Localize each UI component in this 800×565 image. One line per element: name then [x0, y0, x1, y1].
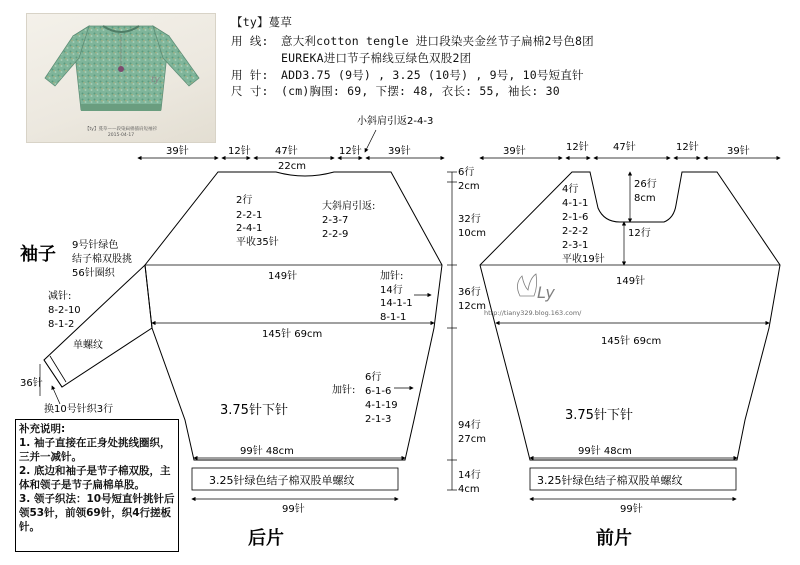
front-top-center: 47针 — [613, 142, 636, 153]
size-values: (cm)胸围: 69, 下摆: 48, 衣长: 55, 袖长: 30 — [281, 84, 560, 98]
front-top-seg1: 12针 — [566, 142, 589, 153]
back-hem-width: 99针 48cm — [240, 446, 294, 457]
back-bottom-width: 99针 — [282, 504, 305, 515]
dim-armhole-cm: 12cm — [458, 301, 486, 312]
front-bottom-width: 99针 — [620, 504, 643, 515]
back-increase-0: 14行 — [380, 285, 403, 296]
back-top-left: 39针 — [166, 146, 189, 157]
back-side-2: 4-1-19 — [365, 400, 398, 411]
front-neck-bottom-rows: 12行 — [628, 228, 651, 239]
front-hem-width: 99针 48cm — [578, 446, 632, 457]
front-neck-rows-3: 2-2-2 — [562, 226, 589, 237]
dim-yoke-cm: 10cm — [458, 228, 486, 239]
back-side-increase-title: 加针: — [332, 385, 356, 396]
front-waist: 145针 69cm — [601, 336, 662, 347]
back-side-1: 6-1-6 — [365, 386, 392, 397]
front-top-right: 39针 — [727, 146, 750, 157]
front-neck-rows-4: 2-3-1 — [562, 240, 589, 251]
notes-item-1: 1. 袖子直接在正身处挑线圈织，三并一减针。 — [19, 437, 171, 463]
back-neck-rows-2: 2-4-1 — [236, 223, 263, 234]
back-neck-cm: 22cm — [278, 161, 306, 172]
back-top-seg2: 12针 — [339, 146, 362, 157]
front-chest-stitches: 149针 — [616, 276, 646, 287]
back-small-shoulder: 小斜肩引返2-4-3 — [357, 116, 434, 127]
photo-caption: 【ty】蔓草——段染扁棉插肩短袖衫 2015-04-17 — [85, 127, 157, 138]
notes-box — [15, 419, 179, 552]
front-neck-rows-2: 2-1-6 — [562, 212, 589, 223]
front-label: 前片 — [596, 528, 632, 549]
sleeve-rib: 单螺纹 — [73, 340, 103, 351]
back-increase-1: 14-1-1 — [380, 298, 413, 309]
sleeve-cuff-stitches: 36针 — [20, 378, 43, 389]
front-neck-depth-cm: 8cm — [634, 193, 656, 204]
back-waist: 145针 69cm — [262, 329, 323, 340]
back-body-needle: 3.75针下针 — [220, 403, 288, 418]
sleeve-cuff-note: 换10号针织3行 — [44, 404, 114, 415]
dim-neck-cm: 2cm — [458, 181, 480, 192]
pattern-title: 【ty】蔓草 — [231, 15, 293, 29]
needle-label: 用 针: — [231, 68, 269, 82]
yarn-label: 用 线: — [231, 34, 269, 48]
back-neck-rows-0: 2行 — [236, 195, 253, 206]
front-piece — [480, 140, 780, 549]
dim-yoke-rows: 32行 — [458, 214, 481, 225]
back-big-shoulder-1: 2-2-9 — [322, 229, 349, 240]
front-neck-rows-1: 4-1-1 — [562, 198, 589, 209]
dim-hem-cm: 4cm — [458, 484, 480, 495]
back-label: 后片 — [248, 528, 284, 549]
back-big-shoulder-0: 2-3-7 — [322, 215, 349, 226]
notes-item-3: 3. 领子织法：10号短直针挑针后领53针，前领69针，织4行搓板针。 — [19, 493, 175, 533]
watermark — [484, 274, 582, 317]
dim-body-cm: 27cm — [458, 434, 486, 445]
back-piece — [138, 114, 444, 549]
vertical-dimensions — [447, 166, 486, 495]
yarn-line-2: EUREKA进口节子棉线豆绿色双股2团 — [281, 51, 472, 65]
svg-text:ty: ty — [151, 75, 160, 85]
front-neck-rows-0: 4行 — [562, 184, 579, 195]
front-neck-rows-5: 平收19针 — [562, 254, 605, 265]
needle-sizes: ADD3.75 (9号) , 3.25 (10号) , 9号, 10号短直针 — [281, 68, 584, 82]
back-side-0: 6行 — [365, 372, 382, 383]
sleeve-title: 袖子 — [20, 244, 56, 265]
back-side-3: 2-1-3 — [365, 414, 392, 425]
dim-neck-rows: 6行 — [458, 167, 475, 178]
back-top-right: 39针 — [388, 146, 411, 157]
back-hem-band-label: 3.25针绿色结子棉双股单螺纹 — [209, 474, 355, 487]
back-big-shoulder: 大斜肩引返: — [322, 201, 376, 212]
yarn-line-1: 意大利cotton tengle 进口段染夹金丝节子扁棉2号色8团 — [281, 34, 594, 48]
front-top-left: 39针 — [503, 146, 526, 157]
dim-armhole-rows: 36行 — [458, 287, 481, 298]
back-chest-stitches: 149针 — [268, 271, 298, 282]
front-top-seg2: 12针 — [676, 142, 699, 153]
signature-mark: Ly — [537, 283, 555, 302]
sleeve-pickup-1: 结子棉双股挑 — [72, 254, 132, 265]
size-label: 尺 寸: — [231, 84, 269, 98]
back-neck-rows-3: 平收35针 — [236, 237, 279, 248]
sleeve-decrease-2: 8-1-2 — [48, 319, 75, 330]
back-increase-2: 8-1-1 — [380, 312, 407, 323]
back-top-center: 47针 — [275, 146, 298, 157]
sleeve — [20, 238, 152, 415]
front-body-needle: 3.75针下针 — [565, 408, 633, 423]
back-top-seg1: 12针 — [228, 146, 251, 157]
sleeve-decrease-title: 减针: — [48, 291, 72, 302]
front-neck-depth-rows: 26行 — [634, 179, 657, 190]
sleeve-pickup-0: 9号针绿色 — [72, 240, 119, 251]
notes-item-2: 2. 底边和袖子是节子棉双股，主体和领子是节子扁棉单股。 — [19, 465, 171, 491]
lotus-logo-icon — [517, 274, 536, 296]
sleeve-pickup-2: 56针圈织 — [72, 268, 115, 279]
dim-body-rows: 94行 — [458, 420, 481, 431]
back-neck-rows-1: 2-2-1 — [236, 210, 263, 221]
back-increase-title: 加针: — [380, 271, 404, 282]
dim-hem-rows: 14行 — [458, 470, 481, 481]
notes-title: 补充说明: — [19, 423, 66, 435]
sleeve-decrease-1: 8-2-10 — [48, 305, 81, 316]
front-hem-band-label: 3.25针绿色结子棉双股单螺纹 — [537, 474, 683, 487]
watermark-url: http://tiany329.blog.163.com/ — [484, 309, 582, 317]
